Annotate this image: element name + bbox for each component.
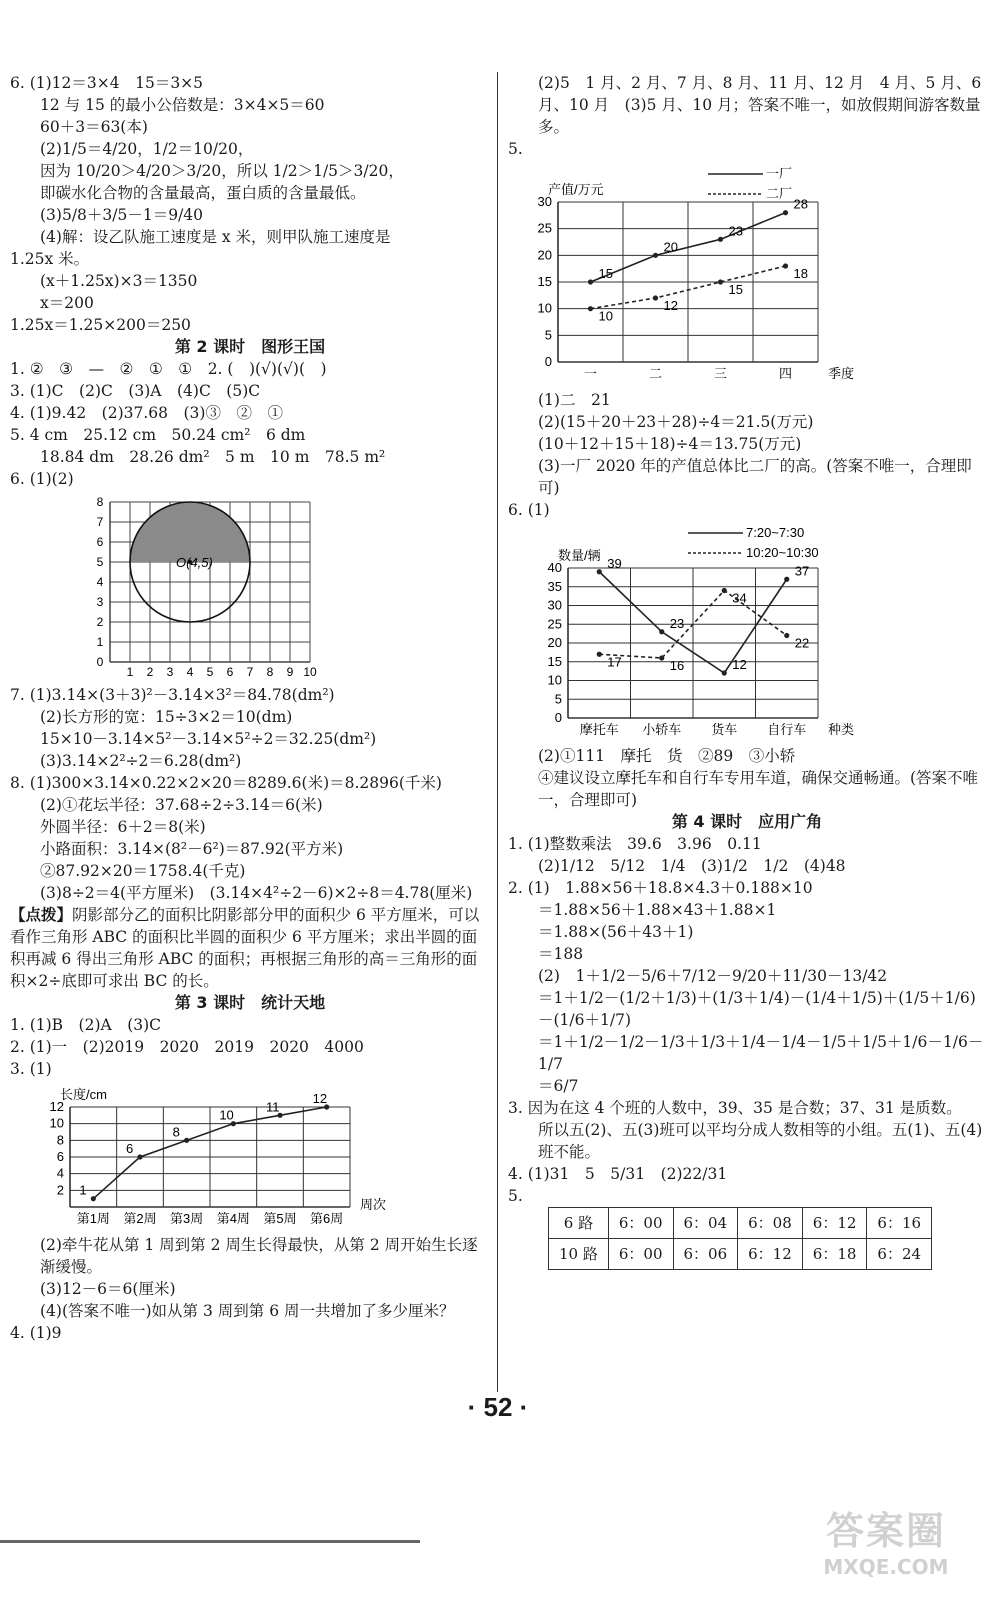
answer-line: (2)长方形的宽：15÷3×2＝10(dm): [40, 708, 293, 726]
y-tick-label: 0: [544, 354, 552, 369]
legend-label: 10:20~10:30: [746, 545, 819, 560]
answers-block-r2: [508, 389, 986, 521]
x-tick-label: 5: [206, 665, 214, 679]
y-axis-label: 数量/辆: [558, 548, 601, 563]
answer-line: 4. (1)31 5 5/31 (2)22/31: [508, 1165, 728, 1183]
answer-line: 2. (1)一 (2)2019 2020 2019 2020 4000: [10, 1038, 364, 1056]
watermark-top: 答案圈: [825, 1509, 946, 1553]
answer-line: 3. 因为在这 4 个班的人数中，39、35 是合数；37、31 是质数。: [508, 1099, 962, 1117]
data-point: [659, 655, 664, 660]
answer-line: ＝1＋1/2－(1/2＋1/3)＋(1/3＋1/4)－(1/4＋1/5)＋(1/5＋1/6)－(1/6＋1/7): [538, 989, 976, 1029]
watermark-bottom: MXQE.COM: [823, 1555, 949, 1579]
data-label: 23: [669, 615, 685, 631]
data-point: [718, 237, 723, 242]
answer-line: (3)一厂 2020 年的产值总体比二厂的高。(答案不唯一，合理即可): [538, 457, 972, 497]
lesson-heading-3: 第 3 课时 统计天地: [174, 993, 326, 1012]
legend-label: 7:20~7:30: [746, 525, 805, 540]
x-tick-label: 四: [778, 366, 793, 381]
right-column: [508, 72, 986, 1270]
x-tick-label: 第3周: [170, 1211, 204, 1226]
watermark-logo: [796, 1500, 976, 1590]
answer-line: (2) 1＋1/2－5/6＋7/12－9/20＋11/30－13/42: [538, 967, 888, 985]
data-point: [784, 577, 789, 582]
x-tick-label: 4: [186, 665, 194, 679]
y-tick-label: 5: [544, 327, 552, 343]
answer-line: 因为 10/20＞4/20＞3/20，所以 1/2＞1/5＞3/20，: [40, 162, 404, 180]
x-axis-label: 周次: [360, 1197, 387, 1212]
answer-line: ④建议设立摩托车和自行车专用车道，确保交通畅通。(答案不唯一，合理即可): [538, 769, 979, 809]
answer-line: 12 与 15 的最小公倍数是：3×4×5＝60: [40, 96, 325, 114]
lesson-heading-2: 第 2 课时 图形王国: [174, 337, 326, 356]
answer-line: (1)二 21: [538, 391, 611, 409]
y-tick-label: 6: [56, 1149, 64, 1164]
y-tick-label: 3: [96, 595, 104, 609]
data-label: 37: [794, 563, 810, 579]
data-label: 10: [598, 308, 613, 324]
hint-note: [10, 904, 490, 992]
answers-block-1: [10, 72, 490, 336]
answer-line: (3)3.14×2²÷2＝6.28(dm²): [40, 752, 242, 770]
answer-line: (2)1/12 5/12 1/4 (3)1/2 1/2 (4)48: [538, 857, 846, 875]
answers-block-3: [10, 684, 490, 904]
x-tick-label: 第5周: [263, 1211, 297, 1226]
x-tick-label: 第1周: [76, 1211, 110, 1226]
answers-block-r4: [508, 833, 986, 1207]
y-tick-label: 2: [56, 1182, 64, 1198]
legend-label: 二厂: [766, 186, 793, 201]
data-point: [718, 279, 723, 284]
data-point: [588, 306, 593, 311]
column-divider: [497, 72, 498, 1392]
y-tick-label: 20: [537, 247, 552, 263]
x-tick-label: 第6周: [310, 1211, 344, 1226]
answer-line: ＝1.88×(56＋43＋1): [538, 923, 694, 941]
answer-line: (4)(答案不唯一)如从第 3 周到第 6 周一共增加了多少厘米？: [40, 1302, 455, 1320]
data-point: [137, 1154, 142, 1159]
bus-schedule-table: [548, 1207, 932, 1270]
table-cell: 6：00: [608, 1208, 673, 1239]
answers-block-r3: [508, 745, 986, 811]
y-tick-label: 12: [49, 1099, 64, 1114]
data-label: 1: [79, 1182, 87, 1198]
answer-line: (3)12－6＝6(厘米): [40, 1280, 176, 1298]
data-label: 34: [732, 590, 747, 606]
answer-line: (2)(15＋20＋23＋28)÷4＝21.5(万元): [538, 413, 814, 431]
y-tick-label: 25: [547, 616, 562, 632]
data-label: 23: [728, 223, 743, 239]
data-label: 22: [794, 635, 810, 651]
answer-line: ＝6/7: [538, 1077, 579, 1095]
answer-line: 5.: [508, 1187, 523, 1205]
answer-line: 6. (1)12＝3×4 15＝3×5: [10, 74, 204, 92]
y-axis-label: 产值/万元: [548, 182, 604, 197]
x-tick-label: 一: [583, 366, 598, 381]
answer-line: ＝188: [538, 945, 584, 963]
data-label: 10: [219, 1107, 234, 1123]
x-tick-label: 小轿车: [642, 722, 682, 737]
table-cell: 6：12: [738, 1239, 803, 1270]
x-tick-label: 摩托车: [579, 722, 619, 737]
data-point: [783, 263, 788, 268]
data-point: [722, 670, 727, 675]
data-label: 39: [607, 555, 622, 571]
growth-line-chart: [10, 1082, 430, 1232]
y-tick-label: 4: [96, 575, 104, 589]
table-row: [549, 1239, 932, 1270]
answer-line: (x＋1.25x)×3＝1350: [40, 272, 198, 290]
x-tick-label: 二: [648, 366, 663, 381]
data-point: [659, 629, 664, 634]
y-tick-label: 5: [554, 691, 562, 707]
answer-line: 2. (1) 1.88×56＋18.8×4.3＋0.188×10: [508, 879, 813, 897]
data-point: [91, 1196, 96, 1201]
y-tick-label: 35: [547, 578, 562, 594]
answer-line: 即碳水化合物的含量最高，蛋白质的含量最低。: [40, 184, 366, 202]
y-tick-label: 5: [96, 555, 104, 569]
traffic-line-chart: [508, 523, 978, 743]
data-label: 28: [793, 196, 808, 212]
circle-grid-chart: [10, 492, 317, 682]
y-tick-label: 1: [96, 635, 104, 649]
data-label: 6: [126, 1141, 134, 1156]
answer-line: 外圆半径：6＋2＝8(米): [40, 818, 206, 836]
answer-line: 3. (1): [10, 1060, 52, 1078]
output-line-chart: [508, 162, 978, 387]
y-tick-label: 10: [547, 672, 562, 688]
answer-line: 所以五(2)、五(3)班可以平均分成人数相等的小组。五(1)、五(4)班不能。: [538, 1121, 983, 1161]
answer-line: (10＋12＋15＋18)÷4＝13.75(万元): [538, 435, 802, 453]
x-tick-label: 自行车: [767, 722, 807, 737]
data-label: 8: [172, 1124, 180, 1140]
data-label: 20: [663, 239, 678, 255]
x-tick-label: 2: [146, 665, 154, 679]
answer-line: 5.: [508, 140, 523, 158]
table-cell: 10 路: [549, 1239, 609, 1270]
x-tick-label: 第4周: [216, 1211, 250, 1226]
data-label: 18: [793, 266, 808, 281]
answer-line: (2)1/5＝4/20，1/2＝10/20，: [40, 140, 254, 158]
answer-line: 7. (1)3.14×(3＋3)²－3.14×3²＝84.78(dm²): [10, 686, 335, 704]
table-row: [549, 1208, 932, 1239]
table-cell: 6：06: [673, 1239, 738, 1270]
data-point: [722, 588, 727, 593]
answer-line: 6. (1): [508, 501, 550, 519]
answer-line: 小路面积：3.14×(8²－6²)＝87.92(平方米): [40, 840, 344, 858]
table-cell: 6：12: [802, 1208, 867, 1239]
table-cell: 6 路: [549, 1208, 609, 1239]
y-tick-label: 25: [537, 220, 552, 236]
page-number: · 52 ·: [467, 1392, 529, 1422]
answers-block-2: [10, 358, 490, 490]
answer-line: 1. (1)B (2)A (3)C: [10, 1016, 162, 1034]
answer-line: 1. ② ③ — ② ① ① 2. ( )(√)(√)( ): [10, 360, 327, 378]
y-axis-label: 长度/cm: [60, 1087, 107, 1102]
answer-line: ＝1＋1/2－1/2－1/3＋1/3＋1/4－1/4－1/5＋1/5＋1/6－1/6－1/7: [538, 1033, 984, 1073]
answer-line: (4)解：设乙队施工速度是 x 米，则甲队施工速度是: [40, 228, 391, 246]
data-label: 11: [266, 1099, 280, 1115]
y-tick-label: 10: [537, 300, 552, 316]
data-label: 15: [728, 282, 743, 297]
answer-line: 5. 4 cm 25.12 cm 50.24 cm² 6 dm: [10, 426, 306, 444]
table-cell: 6：18: [802, 1239, 867, 1270]
y-tick-label: 30: [547, 597, 562, 613]
data-point: [597, 652, 602, 657]
answer-line: 1.25x 米。: [10, 250, 90, 268]
answer-line: x＝200: [40, 294, 94, 312]
answer-line: 1. (1)整数乘法 39.6 3.96 0.11: [508, 835, 762, 853]
answer-line: (3)8÷2＝4(平方厘米) (3.14×4²÷2－6)×2÷8＝4.78(厘米): [40, 884, 473, 902]
y-tick-label: 15: [537, 274, 552, 289]
y-tick-label: 7: [96, 515, 104, 529]
y-tick-label: 10: [49, 1115, 64, 1131]
answers-block-5: [10, 1234, 490, 1344]
x-tick-label: 10: [303, 665, 317, 679]
x-axis-label: 种类: [828, 722, 855, 737]
answer-line: 3. (1)C (2)C (3)A (4)C (5)C: [10, 382, 261, 400]
answer-line: 4. (1)9.42 (2)37.68 (3)③ ② ①: [10, 404, 283, 422]
y-tick-label: 15: [547, 653, 562, 669]
x-tick-label: 7: [246, 665, 254, 679]
x-axis-label: 季度: [828, 366, 855, 381]
data-label: 17: [607, 654, 622, 670]
table-cell: 6：24: [867, 1239, 932, 1270]
data-point: [597, 569, 602, 574]
data-label: 12: [312, 1091, 328, 1106]
table-cell: 6：04: [673, 1208, 738, 1239]
data-label: 12: [732, 657, 747, 672]
answer-line: ②87.92×20＝1758.4(千克): [40, 862, 246, 880]
y-tick-label: 20: [547, 635, 562, 650]
x-tick-label: 第2周: [123, 1211, 157, 1226]
answer-line: 15×10－3.14×5²－3.14×5²÷2＝32.25(dm²): [40, 730, 377, 748]
x-tick-label: 6: [226, 665, 234, 679]
answer-line: 18.84 dm 28.26 dm² 5 m 10 m 78.5 m²: [40, 448, 386, 466]
center-label: O(4,5): [176, 555, 213, 570]
answer-line: 1.25x＝1.25×200＝250: [10, 316, 191, 334]
y-tick-label: 40: [547, 560, 562, 575]
data-point: [184, 1138, 189, 1143]
answer-line: (2)5 1 月、2 月、7 月、8 月、11 月、12 月 4 月、5 月、6 月、10 月 (3)5 月、10 月；答案不唯一，如放假期间游客数量多。: [538, 74, 982, 136]
data-label: 15: [598, 266, 613, 281]
lesson-heading-4: 第 4 课时 应用广角: [671, 812, 823, 831]
data-label: 12: [663, 298, 678, 313]
data-point: [588, 279, 593, 284]
answer-line: 8. (1)300×3.14×0.22×2×20＝8289.6(米)＝8.2896(千米): [10, 774, 442, 792]
y-tick-label: 30: [537, 194, 552, 209]
answer-line: (2)①111 摩托 货 ②89 ③小轿: [538, 747, 796, 765]
answer-line: 60＋3＝63(本): [40, 118, 148, 136]
y-tick-label: 0: [96, 655, 104, 669]
data-point: [784, 633, 789, 638]
x-tick-label: 三: [713, 366, 728, 381]
y-tick-label: 2: [96, 615, 104, 629]
x-tick-label: 3: [166, 665, 174, 679]
answer-line: (2)牵牛花从第 1 周到第 2 周生长得最快，从第 2 周开始生长逐渐缓慢。: [40, 1236, 478, 1276]
shaded-half-circle: [130, 502, 250, 562]
x-tick-label: 9: [286, 665, 294, 679]
y-tick-label: 6: [96, 535, 104, 549]
hint-text: 阴影部分乙的面积比阴影部分甲的面积少 6 平方厘米，可以看作三角形 ABC 的面积比半圆的面积少 6 平方厘米；求出半圆的面积再减 6 得出三角形 ABC 的面积；再根据三角形的高＝三角形的面积×2÷底即可求出 BC 的长。: [10, 906, 480, 990]
data-point: [653, 295, 658, 300]
y-tick-label: 8: [56, 1132, 64, 1148]
data-label: 16: [669, 658, 685, 673]
y-tick-label: 0: [554, 710, 562, 725]
x-tick-label: 货车: [711, 722, 738, 737]
data-point: [783, 210, 788, 215]
answer-line: 6. (1)(2): [10, 470, 74, 488]
x-tick-label: 8: [266, 665, 274, 679]
table-cell: 6：00: [608, 1239, 673, 1270]
answers-block-r1: [508, 72, 986, 160]
answer-line: (3)5/8＋3/5－1＝9/40: [40, 206, 204, 224]
left-column: [10, 72, 490, 1344]
x-tick-label: 1: [126, 665, 134, 679]
answer-line: (2)①花坛半径：37.68÷2÷3.14＝6(米): [40, 796, 323, 814]
legend-label: 一厂: [766, 166, 793, 181]
data-point: [653, 253, 658, 258]
answer-line: 4. (1)9: [10, 1324, 62, 1342]
hint-label: 【点拨】: [10, 906, 73, 924]
answers-block-4: [10, 1014, 490, 1080]
table-cell: 6：16: [867, 1208, 932, 1239]
y-tick-label: 8: [96, 495, 104, 509]
footer-rule: [0, 1540, 420, 1543]
table-cell: 6：08: [738, 1208, 803, 1239]
y-tick-label: 4: [56, 1165, 64, 1181]
answer-line: ＝1.88×56＋1.88×43＋1.88×1: [538, 901, 777, 919]
